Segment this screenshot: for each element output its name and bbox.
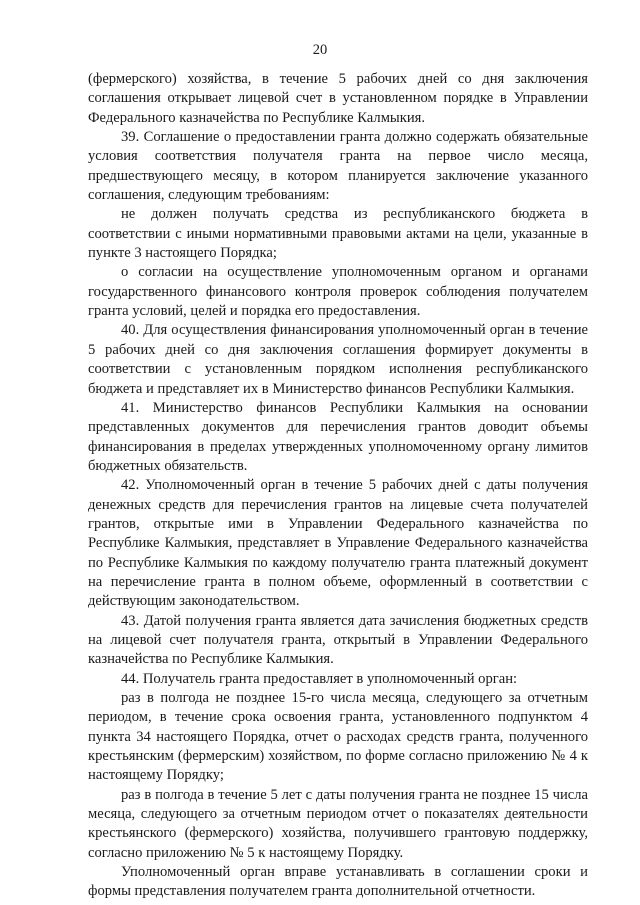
document-body [88,70,588,902]
paragraph-requirement-consent: о согласии на осуществление уполномоченным органом и органами государственного финансового контроля проверок соблюдения получателем гранта условий, целей и порядка его предоставления. [88,264,588,320]
paragraph-report-expenses: раз в полгода не позднее 15-го числа месяца, следующего за отчетным периодом, в течение срока освоения гранта, установленного подпунктом 4 пункта 34 настоящего Порядка, отчет о расходах средств гранта, полученного крестьянским (фермерским) хозяйством, по форме согласно приложению № 4 к настоящему Порядку; [88,690,588,784]
paragraph-item-40: 40. Для осуществления финансирования уполномоченный орган в течение 5 рабочих дней со дня заключения соглашения формирует документы в соответствии с установленным порядком исполнения республиканского бюджета и представляет их в Министерство финансов Республики Калмыкия. [88,322,588,397]
paragraph-item-42: 42. Уполномоченный орган в течение 5 рабочих дней с даты получения денежных средств для перечисления грантов на лицевые счета получателей грантов, открытые ими в Управлении Федерального казначейства по Республике Калмыкия, представляет в Управление Федерального казначейства по Республике Калмыкия по каждому получателю гранта платежный документ на перечисление гранта в полном объеме, оформленный в соответствии с действующим законодательством. [88,477,588,610]
page-number: 20 [312,42,328,58]
paragraph-item-39: 39. Соглашение о предоставлении гранта должно содержать обязательные условия соответствия получателя гранта на первое число месяца, предшествующего месяцу, в котором планируется заключение указанного соглашения, следующим требованиям: [88,129,588,204]
paragraph-item-44: 44. Получатель гранта предоставляет в уполномоченный орган: [121,670,518,687]
paragraph-report-indicators: раз в полгода в течение 5 лет с даты получения гранта не позднее 15 числа месяца, следующего за отчетным периодом отчет о показателях деятельности крестьянского (фермерского) хозяйства, получившего грантовую поддержку, согласно приложению № 5 к настоящему Порядку. [88,786,588,861]
paragraph-requirement-budget: не должен получать средства из республиканского бюджета в соответствии с иными нормативными правовыми актами на цели, указанные в пункте 3 настоящего Порядка; [88,206,588,262]
paragraph-item-41: 41. Министерство финансов Республики Калмыкия на основании представленных документов для перечисления грантов доводит объемы финансирования в пределах утвержденных уполномоченному органу лимитов бюджетных обязательств. [88,399,588,474]
paragraph-continuation: (фермерского) хозяйства, в течение 5 рабочих дней со дня заключения соглашения открывает лицевой счет в установленном порядке в Управлении Федерального казначейства по Республике Калмыкия. [88,71,588,126]
paragraph-item-43: 43. Датой получения гранта является дата зачисления бюджетных средств на лицевой счет получателя гранта, открытый в Управлении Федерального казначейства по Республике Калмыкия. [88,612,588,668]
paragraph-additional-reporting: Уполномоченный орган вправе устанавливать в соглашении сроки и формы представления получателем гранта дополнительной отчетности. [88,864,588,900]
